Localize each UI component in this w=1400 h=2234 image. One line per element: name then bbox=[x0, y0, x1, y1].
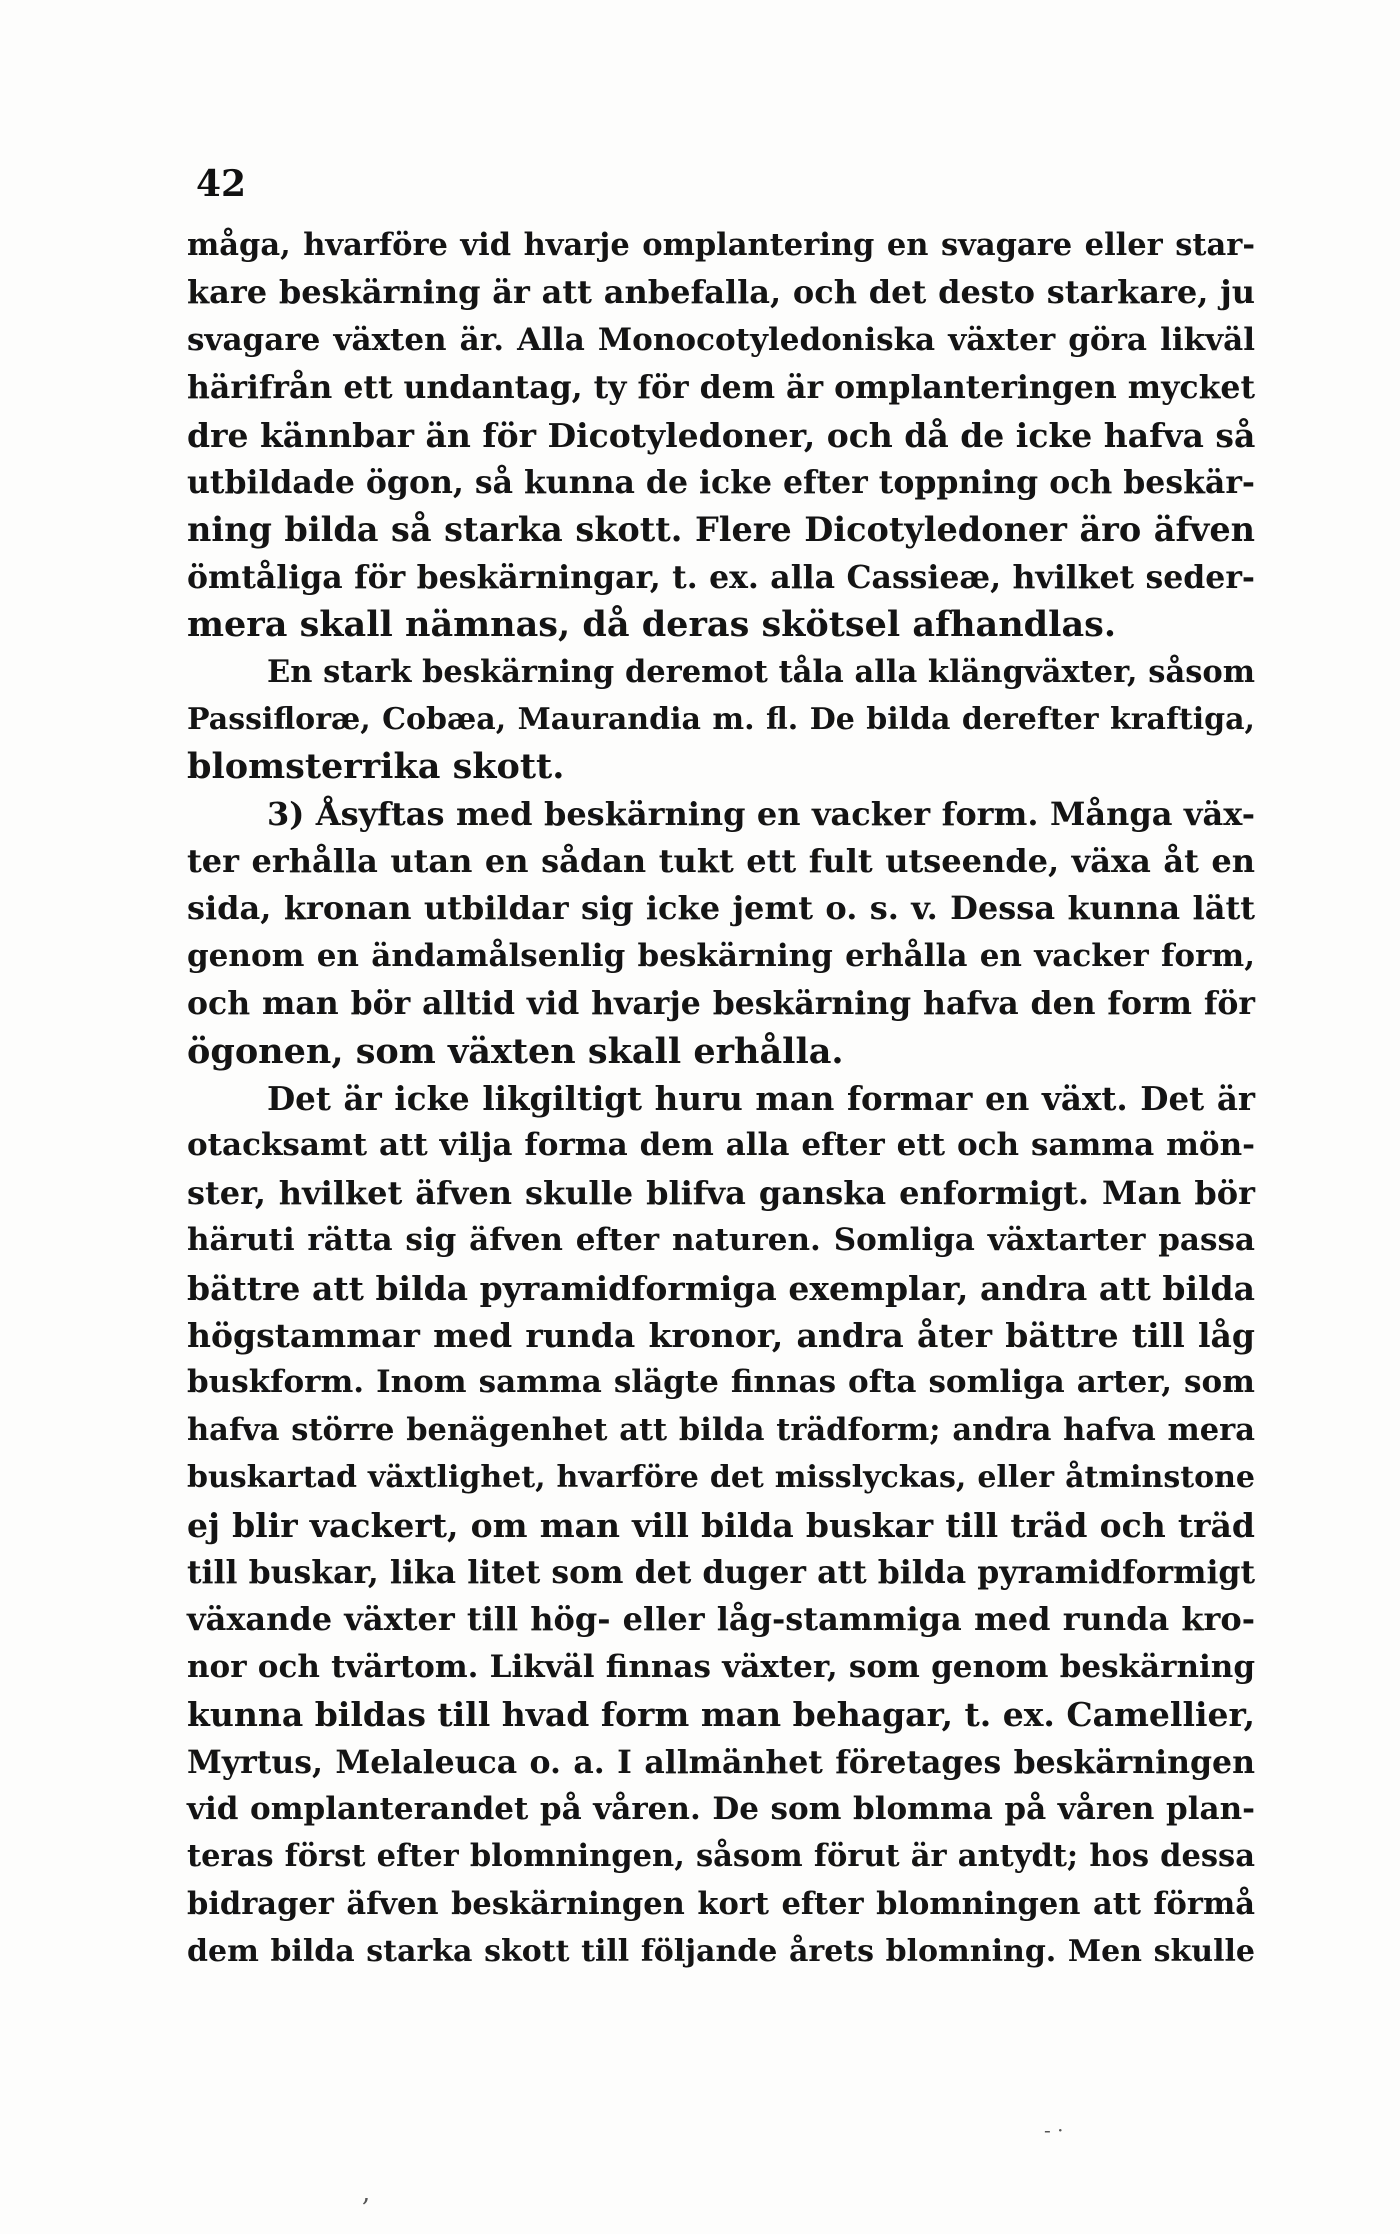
text-line: och man bör alltid vid hvarje beskärning hafva den form för bbox=[187, 985, 1255, 1023]
text-line: blomsterrika skott. bbox=[187, 746, 565, 788]
stray-mark: , bbox=[362, 2178, 371, 2208]
text-line: härifrån ett undantag, ty för dem är omplanteringen mycket bbox=[187, 369, 1255, 407]
text-line: nor och tvärtom. Likväl finnas växter, som genom beskärning bbox=[187, 1648, 1255, 1685]
text-line: kunna bildas till hvad form man behagar, t. ex. Camellier, bbox=[187, 1695, 1255, 1735]
text-line: växande växter till hög- eller låg-stammiga med runda kro- bbox=[187, 1600, 1255, 1639]
text-line: ning bilda så starka skott. Flere Dicotyledoner äro äfven bbox=[187, 510, 1255, 550]
text-line: bidrager äfven beskärningen kort efter blomningen att förmå bbox=[187, 1885, 1255, 1922]
text-line: teras först efter blomningen, såsom förut är antydt; hos dessa bbox=[187, 1838, 1255, 1875]
text-line: ögonen, som växten skall erhålla. bbox=[187, 1030, 844, 1072]
text-line: hafva större benägenhet att bilda trädform; andra hafva mera bbox=[187, 1411, 1255, 1448]
text-line: vid omplanterandet på våren. De som blomma på våren plan- bbox=[187, 1790, 1255, 1827]
text-line: ej blir vackert, om man vill bilda buskar till träd och träd bbox=[187, 1505, 1255, 1545]
text-line: svagare växten är. Alla Monocotyledoniska växter göra likväl bbox=[187, 321, 1255, 358]
text-line: kare beskärning är att anbefalla, och det desto starkare, ju bbox=[187, 273, 1255, 312]
text-line: utbildade ögon, så kunna de icke efter toppning och beskär- bbox=[187, 463, 1255, 501]
body-text bbox=[187, 222, 1255, 1975]
text-line: dre kännbar än för Dicotyledoner, och då de icke hafva så bbox=[187, 415, 1256, 455]
text-line: måga, hvarföre vid hvarje omplantering en svagare eller star- bbox=[187, 227, 1255, 263]
text-line: buskform. Inom samma slägte finnas ofta somliga arter, som bbox=[187, 1364, 1255, 1401]
text-line: ter erhålla utan en sådan tukt ett fult utseende, växa åt en bbox=[187, 842, 1255, 881]
text-line: dem bilda starka skott till följande årets blomning. Men skulle bbox=[187, 1934, 1255, 1970]
text-line: mera skall nämnas, då deras skötsel afhandlas. bbox=[187, 604, 1117, 646]
text-line: sida, kronan utbildar sig icke jemt o. s. v. Dessa kunna lätt bbox=[187, 889, 1255, 928]
text-line: högstammar med runda kronor, andra åter bättre till låg bbox=[187, 1315, 1255, 1355]
text-line: bättre att bilda pyramidformiga exemplar, andra att bilda bbox=[187, 1268, 1255, 1308]
text-line: ömtåliga för beskärningar, t. ex. alla Cassieæ, hvilket seder- bbox=[187, 558, 1255, 596]
text-line: Myrtus, Melaleuca o. a. I allmänhet företages beskärningen bbox=[187, 1743, 1255, 1781]
text-line: En stark beskärning deremot tåla alla klängväxter, såsom bbox=[267, 653, 1255, 690]
text-line: ster, hvilket äfven skulle blifva ganska enformigt. Man bör bbox=[187, 1173, 1255, 1212]
text-line: häruti rätta sig äfven efter naturen. Somliga växtarter passa bbox=[187, 1222, 1255, 1259]
text-line: Det är icke likgiltigt huru man formar en växt. Det är bbox=[267, 1079, 1255, 1119]
text-line: genom en ändamålsenlig beskärning erhålla en vacker form, bbox=[187, 937, 1255, 974]
stray-mark: - · bbox=[1044, 2118, 1064, 2142]
text-line: till buskar, lika litet som det duger att bilda pyramidformigt bbox=[187, 1553, 1255, 1591]
text-line: otacksamt att vilja forma dem alla efter ett och samma mön- bbox=[187, 1127, 1255, 1164]
page-number: 42 bbox=[196, 163, 247, 205]
text-line: 3) Åsyftas med beskärning en vacker form. Många väx- bbox=[267, 794, 1255, 833]
text-line: Passifloræ, Cobæa, Maurandia m. fl. De bilda derefter kraftiga, bbox=[187, 701, 1255, 737]
text-line: buskartad växtlighet, hvarföre det misslyckas, eller åtminstone bbox=[187, 1460, 1255, 1496]
